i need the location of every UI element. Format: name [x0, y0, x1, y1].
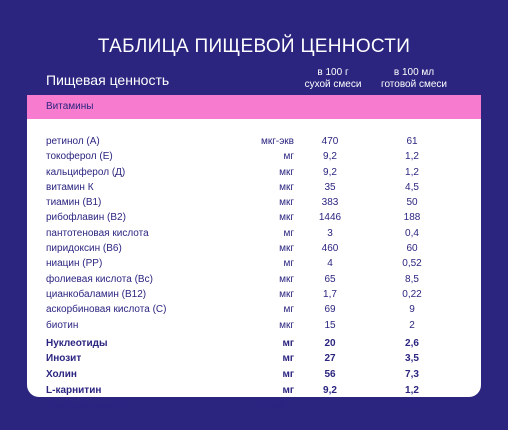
row-value-ready: 2,6: [405, 337, 419, 349]
row-value-dry: 69: [324, 304, 336, 316]
row-name: L-карнитин: [46, 384, 102, 396]
table-row: [27, 182, 481, 197]
table-row: [27, 304, 481, 319]
section-header-vitamins: [27, 95, 481, 119]
row-value-ready: 3,5: [405, 353, 419, 365]
table-row: [27, 320, 481, 335]
row-value-dry: 9,2: [323, 166, 337, 178]
table-row-bold: [27, 400, 481, 416]
row-unit: мг: [282, 369, 294, 381]
column-header-dry-line1: в 100 г: [317, 67, 349, 78]
row-name: пиридоксин (В6): [46, 243, 122, 255]
row-unit: мкг: [279, 273, 294, 285]
row-name: биотин: [46, 319, 79, 331]
row-unit: мг: [283, 227, 294, 239]
row-value-dry: 383: [321, 197, 339, 209]
row-unit: мкг: [279, 288, 294, 300]
row-value-dry: 27: [324, 353, 336, 365]
row-value-dry: 20: [324, 337, 336, 349]
row-name: Инозит: [46, 353, 82, 365]
row-value-dry: 4: [327, 258, 333, 270]
table-row-bold: [27, 385, 481, 401]
column-header-dry-line2: сухой смеси: [304, 79, 362, 90]
table-row: [27, 289, 481, 304]
row-unit: мкг: [279, 181, 294, 193]
row-value-ready: 0,4: [405, 227, 419, 239]
row-unit: мг: [283, 151, 294, 163]
row-value-ready: 50: [406, 197, 418, 209]
table-row: [27, 136, 481, 151]
row-unit: мг: [282, 353, 294, 365]
row-value-ready: 1,2: [405, 166, 419, 178]
row-value-dry: 65: [324, 273, 336, 285]
row-value-dry: 470: [321, 136, 339, 147]
column-header-ready-line1: в 100 мл: [393, 67, 435, 78]
row-unit: мкг: [279, 243, 294, 255]
row-value-ready: 1,2: [405, 384, 419, 396]
row-name: кальциферол (Д): [46, 166, 126, 178]
row-value-ready: 1,2: [405, 151, 419, 163]
row-name: цианкобаламин (В12): [46, 288, 147, 300]
row-value-dry: 1,7: [323, 288, 337, 300]
row-value-ready: 4,5: [405, 181, 419, 193]
row-value-ready: 61: [406, 136, 418, 147]
row-name: аскорбиновая кислота (С): [46, 304, 167, 316]
nutrition-table: [27, 95, 481, 412]
table-row: [27, 197, 481, 212]
table-row: [27, 151, 481, 166]
table-row: [27, 258, 481, 273]
row-value-dry: 9,2: [323, 384, 337, 396]
row-value-ready: 250: [403, 400, 421, 412]
row-unit: мкг: [279, 212, 294, 224]
row-unit: мг: [283, 258, 294, 270]
table-row-bold: [27, 353, 481, 369]
page-title: ТАБЛИЦА ПИЩЕВОЙ ЦЕННОСТИ: [97, 36, 411, 57]
row-name: витамин К: [46, 181, 94, 193]
row-value-dry: 15: [324, 319, 336, 331]
row-name: пантотеновая кислота: [46, 227, 149, 239]
row-value-ready: 9: [409, 304, 415, 316]
row-value-ready: 0,22: [402, 288, 422, 300]
row-value-dry: 35: [324, 181, 336, 193]
table-row: [27, 228, 481, 243]
table-row: [27, 243, 481, 258]
table-row: [27, 212, 481, 227]
row-name: Осмоляльность: [46, 400, 126, 412]
row-name: Нуклеотиды: [46, 337, 108, 349]
row-name: Холин: [46, 369, 77, 381]
row-value-dry: 9,2: [323, 151, 337, 163]
row-value-ready: 7,3: [405, 369, 419, 381]
row-value-dry: 56: [324, 369, 336, 381]
row-name: ниацин (РР): [46, 258, 103, 270]
row-value-dry: 3: [327, 227, 333, 239]
row-value-ready: 188: [403, 212, 421, 224]
row-unit: мкг: [279, 319, 294, 331]
section-title: Витамины: [46, 101, 94, 112]
row-value-dry: 460: [321, 243, 339, 255]
table-row: [27, 274, 481, 289]
row-value-ready: 8,5: [405, 273, 419, 285]
row-value-ready: 0,52: [402, 258, 422, 270]
row-unit: мкг: [279, 166, 294, 178]
row-unit: мг: [283, 304, 294, 316]
table-row-bold: [27, 338, 481, 354]
row-name: рибофлавин (В2): [46, 212, 126, 224]
column-header-ready: [359, 67, 469, 91]
row-name: фолиевая кислота (Вс): [46, 273, 153, 285]
row-value-ready: 2: [409, 319, 415, 331]
table-row: [27, 167, 481, 182]
table-row-bold: [27, 369, 481, 385]
column-header-nutrient: Пищевая ценность: [46, 72, 170, 88]
row-name: токоферол (Е): [46, 151, 113, 163]
row-unit: мкг-экв: [260, 136, 294, 147]
column-header-ready-line2: готовой смеси: [381, 79, 447, 90]
row-unit: мОсм/кг: [253, 400, 294, 412]
row-value-dry: 1446: [318, 212, 342, 224]
table-rows: [27, 136, 481, 416]
row-unit: мг: [282, 337, 294, 349]
row-unit: мг: [282, 384, 294, 396]
row-name: ретинол (А): [46, 136, 100, 147]
row-value-ready: 60: [406, 243, 418, 255]
row-unit: мкг: [279, 197, 294, 209]
row-name: тиамин (В1): [46, 197, 102, 209]
